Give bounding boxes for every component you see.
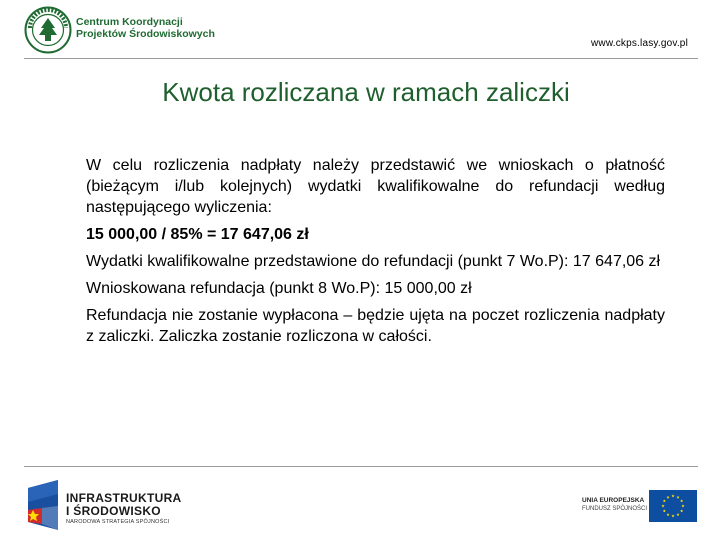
header-divider <box>24 58 698 59</box>
infrastruktura-srodowisko-logo-icon <box>28 480 62 530</box>
footer-divider <box>24 466 698 467</box>
slide-body <box>86 155 665 353</box>
program-logo-text <box>66 492 182 526</box>
org-name <box>76 16 215 40</box>
paragraph-requested-refund: Wnioskowana refundacja (punkt 8 Wo.P): 15 000,00 zł <box>86 280 472 297</box>
eu-name: UNIA EUROPEJSKA <box>582 497 645 504</box>
program-name-line1: INFRASTRUKTURA <box>66 491 182 505</box>
eu-flag-icon <box>649 490 697 522</box>
eu-text <box>582 497 647 513</box>
lasy-panstwowe-logo-icon <box>24 6 72 54</box>
org-name-line2: Projektów Środowiskowych <box>76 28 215 40</box>
site-url[interactable]: www.ckps.lasy.gov.pl <box>591 38 688 49</box>
program-name-line3: NARODOWA STRATEGIA SPÓJNOŚCI <box>66 519 170 525</box>
eu-fund-name: FUNDUSZ SPÓJNOŚCI <box>582 506 648 512</box>
paragraph-formula: 15 000,00 / 85% = 17 647,06 zł <box>86 226 309 243</box>
org-name-line1: Centrum Koordynacji <box>76 16 183 28</box>
paragraph-intro: W celu rozliczenia nadpłaty należy przedstawić we wnioskach o płatność (bieżącym i/lub kolejnych) wydatki kwalifikowalne do refundacji według następującego wyliczenia: <box>86 157 665 216</box>
program-name-line2: I ŚRODOWISKO <box>66 504 161 518</box>
slide-title: Kwota rozliczana w ramach zaliczki <box>162 77 570 107</box>
paragraph-refund-note: Refundacja nie zostanie wypłacona – będzie ujęta na poczet rozliczenia nadpłaty z zaliczki. Zaliczka zostanie rozliczona w całości. <box>86 307 665 345</box>
paragraph-eligible-expenses: Wydatki kwalifikowalne przedstawione do refundacji (punkt 7 Wo.P): 17 647,06 zł <box>86 253 661 270</box>
